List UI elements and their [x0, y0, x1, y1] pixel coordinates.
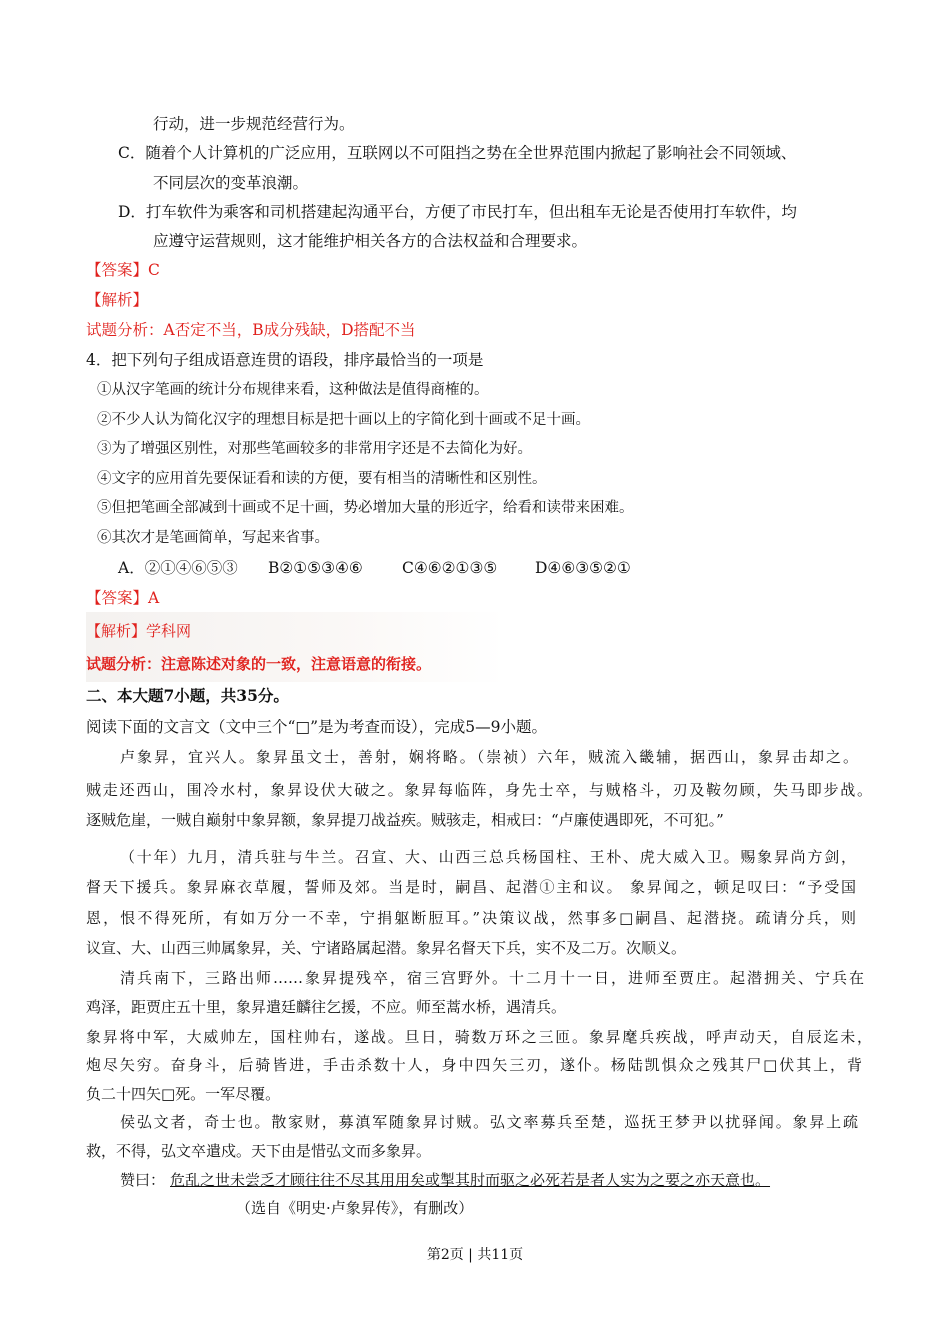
section-instruction: 阅读下面的文言文（文中三个“□”是为考查而设），完成5—9小题。	[86, 718, 547, 736]
q3-option-c-continued: 不同层次的变革浪潮。	[153, 174, 309, 192]
q4-option-c: C④⑥②①③⑤	[402, 559, 498, 577]
passage-line: 贼走还西山，围冷水村，象昇设伏大破之。象昇每临阵，身先士卒，与贼格斗，刃及鞍勿顾，失马即步战。	[86, 781, 872, 799]
q3-analysis: 试题分析：A否定不当，B成分残缺，D搭配不当	[86, 321, 416, 339]
q4-sentence: ④文字的应用首先要保证看和读的方便，要有相当的清晰性和区别性。	[97, 471, 547, 487]
q4-sentence: ⑤但把笔画全部减到十画或不足十画，势必增加大量的形近字，给看和读带来困难。	[97, 500, 634, 516]
passage-line: 议宣、大、山西三帅属象昇，关、宁诸路属起潜。象昇名督天下兵，实不及二万。次顺义。	[86, 939, 687, 957]
q4-option-a: A．②①④⑥⑤③	[118, 559, 238, 577]
q3-option-c: C．随着个人计算机的广泛应用，互联网以不可阻挡之势在全世界范围内掀起了影响社会不同领域、	[118, 144, 797, 162]
passage-line: 负二十四矢□死。一军尽覆。	[86, 1085, 281, 1103]
page-footer: 第2页 | 共11页	[426, 1247, 524, 1263]
passage-line: 逐贼危崖，一贼自巅射中象昇额，象昇提刀战益疾。贼骇走，相戒曰：“卢廉使遇即死，不可犯。”	[86, 811, 724, 829]
q4-stem: 4．把下列句子组成语意连贯的语段，排序最恰当的一项是	[86, 351, 484, 369]
passage-line: 鸡泽，距贾庄五十里，象昇遣廷麟往乞援，不应。师至蒿水桥，遇清兵。	[86, 998, 567, 1016]
q4-sentence: ①从汉字笔画的统计分布规律来看，这种做法是值得商榷的。	[97, 382, 489, 398]
passage-line: 清兵南下，三路出师……象昇提残卒，宿三宫野外。十二月十一日，进师至贾庄。起潜拥关、宁兵在	[120, 969, 864, 987]
q4-sentence: ⑥其次才是笔画简单，写起来省事。	[97, 530, 329, 546]
q3-answer: 【答案】C	[86, 261, 160, 279]
passage-line: 督天下援兵。象昇麻衣草履，誓师及郊。当是时，嗣昌、起潜①主和议。 象昇闻之，顿足叹曰：“予受国	[86, 878, 856, 896]
q3-option-d: D．打车软件为乘客和司机搭建起沟通平台，方便了市民打车，但出租车无论是否使用打车软件，均	[118, 203, 797, 221]
passage-line: 救，不得，弘文卒遣戍。天下由是惜弘文而多象昇。	[86, 1142, 432, 1160]
passage-line: 恩，恨不得死所，有如万分一不幸，宁捐躯断脰耳。”决策议战，然事多□嗣昌、起潜挠。疏请分兵，则	[86, 909, 856, 927]
q4-option-d: D④⑥③⑤②①	[535, 559, 631, 577]
section-heading: 二、本大题7小题，共35分。	[86, 686, 289, 705]
q4-sentence: ②不少人认为简化汉字的理想目标是把十画以上的字简化到十画或不足十画。	[97, 412, 590, 428]
q4-sentence: ③为了增强区别性，对那些笔画较多的非常用字还是不去简化为好。	[97, 441, 532, 457]
passage-line: 侯弘文者，奇士也。散家财，募滇军随象昇讨贼。弘文率募兵至楚，巡抚王梦尹以扰驿闻。象昇上疏	[120, 1113, 858, 1131]
passage-line: （十年）九月，清兵驻与牛兰。召宣、大、山西三总兵杨国柱、王朴、虎大威入卫。赐象昇尚方剑，	[120, 848, 856, 866]
q4-answer: 【答案】A	[86, 589, 160, 607]
passage-line: 卢象昇，宜兴人。象昇虽文士，善射，娴将略。（崇祯）六年，贼流入畿辅，据西山，象昇击却之。	[120, 748, 858, 766]
q3-analysis-label: 【解析】	[86, 291, 149, 309]
q4-option-b: B②①⑤③④⑥	[268, 559, 363, 577]
zan-label: 赞曰：	[120, 1171, 166, 1189]
zan-text: 危乱之世未尝乏才顾往往不尽其用用矣或掣其肘而驱之必死若是者人实为之要之亦天意也。	[170, 1171, 771, 1189]
q3-option-d-continued: 应遵守运营规则，这才能维护相关各方的合法权益和合理要求。	[153, 232, 588, 250]
q4-analysis: 试题分析：注意陈述对象的一致，注意语意的衔接。	[86, 655, 432, 673]
q3-option-b-continued: 行动，进一步规范经营行为。	[153, 115, 355, 133]
passage-line: 象昇将中军，大威帅左，国柱帅右，遂战。旦日，骑数万环之三匝。象昇麾兵疾战，呼声动天，自辰迄未，	[86, 1028, 872, 1046]
q4-analysis-label: 【解析】学科网	[86, 622, 192, 640]
passage-line: 炮尽矢穷。奋身斗，后骑皆进，手击杀数十人，身中四矢三刃，遂仆。杨陆凯惧众之残其尸□伏其上，背	[86, 1056, 862, 1074]
source-citation: （选自《明史·卢象昇传》，有删改）	[236, 1199, 474, 1217]
